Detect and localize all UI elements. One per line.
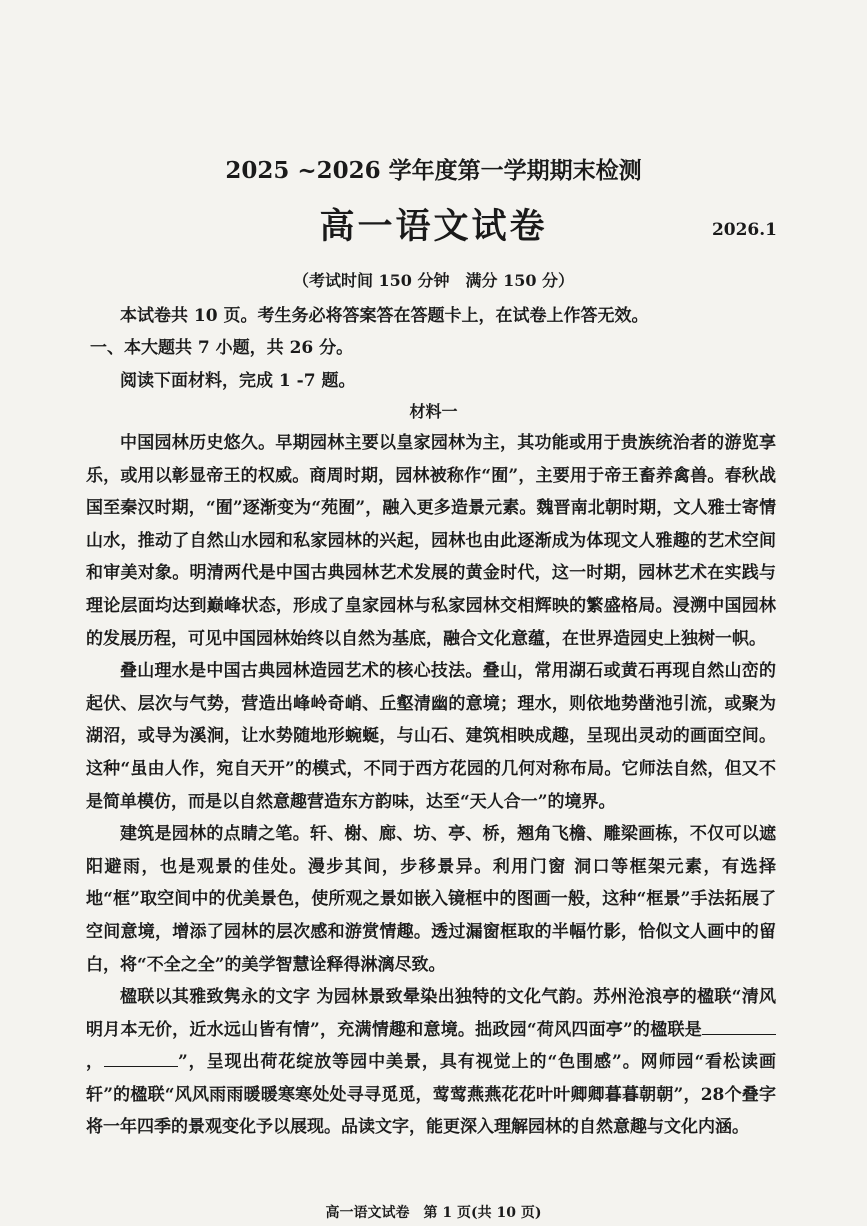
page-footer: 高一语文试卷 第 1 页(共 10 页) — [325, 1205, 542, 1221]
subject-title: 高一语文试卷 — [319, 206, 548, 247]
blank-separator: ， — [86, 1052, 104, 1073]
material-body — [86, 427, 776, 1144]
answer-blank-2 — [104, 1050, 178, 1067]
exam-date: 2026.1 — [711, 220, 777, 240]
paragraph-4-text-start: 楹联以其雅致隽永的文字 为园林景致晕染出独特的文化气韵。苏州沧浪亭的楹联“清风明月本无价，近水远山皆有情”，充满情趣和意境。拙政园“荷风四面亭”的楹联是 — [86, 987, 776, 1040]
exam-title: 2025 ~2026 学年度第一学期期末检测 — [225, 157, 642, 184]
answer-blank-1 — [702, 1018, 776, 1035]
section-heading: 一、本大题共 7 小题，共 26 分。 — [90, 338, 354, 358]
exam-notice: 本试卷共 10 页。考生务必将答案答在答题卡上，在试卷上作答无效。 — [120, 306, 649, 326]
material-paragraph-3: 建筑是园林的点睛之笔。轩、榭、廊、坊、亭、桥，翘角飞檐、雕梁画栋，不仅可以遮阳避雨，也是观景的佳处。漫步其间，步移景异。利用门窗 洞口等框架元素，有选择地“框”取空间中的优美景色，使所观之景如嵌入镜框中的图画一般，这种“框景”手法拓展了空间意境，增添了园林的层次感和游赏情趣。透过漏窗框取的半幅竹影，恰似文人画中的留白，将“不全之全”的美学智慧诠释得淋漓尽致。 — [86, 824, 776, 975]
exam-info: （考试时间 150 分钟 满分 150 分） — [292, 271, 575, 290]
material-heading: 材料一 — [409, 402, 458, 421]
material-paragraph-2: 叠山理水是中国古典园林造园艺术的核心技法。叠山，常用湖石或黄石再现自然山峦的起伏、层次与气势，营造出峰岭奇峭、丘壑清幽的意境；理水，则依地势凿池引流，或聚为湖沼，或导为溪涧，让水势随地形蜿蜒，与山石、建筑相映成趣，呈现出灵动的画面空间。这种“虽由人作，宛自天开”的模式，不同于西方花园的几何对称布局。它师法自然，但又不是简单模仿，而是以自然意趣营造东方韵味，达至“天人合一”的境界。 — [86, 661, 776, 812]
material-paragraph-1: 中国园林历史悠久。早期园林主要以皇家园林为主，其功能或用于贵族统治者的游览享乐，或用以彰显帝王的权威。商周时期，园林被称作“囿”，主要用于帝王畜养禽兽。春秋战国至秦汉时期，“囿”逐渐变为“苑囿”，融入更多造景元素。魏晋南北朝时期，文人雅士寄情山水，推动了自然山水园和私家园林的兴起，园林也由此逐渐成为体现文人雅趣的艺术空间和审美对象。明清两代是中国古典园林艺术发展的黄金时代，这一时期，园林艺术在实践与理论层面均达到巅峰状态，形成了皇家园林与私家园林交相辉映的繁盛格局。浸溯中国园林的发展历程，可见中国园林始终以自然为基底，融合文化意蕴，在世界造园史上独树一帜。 — [86, 433, 776, 649]
paragraph-4-text-end: ”，呈现出荷花绽放等园中美景，具有视觉上的“色围感”。网师园“看松读画轩”的楹联“风风雨雨暖暖寒寒处处寻寻觅觅，莺莺燕燕花花叶叶卿卿暮暮朝朝”，28个叠字将一年四季的景观变化予以展现。品读文字，能更深入理解园林的自然意趣与文化内涵。 — [86, 1052, 777, 1138]
material-paragraph-4 — [86, 981, 776, 1144]
reading-instruction: 阅读下面材料，完成 1 -7 题。 — [120, 371, 356, 391]
